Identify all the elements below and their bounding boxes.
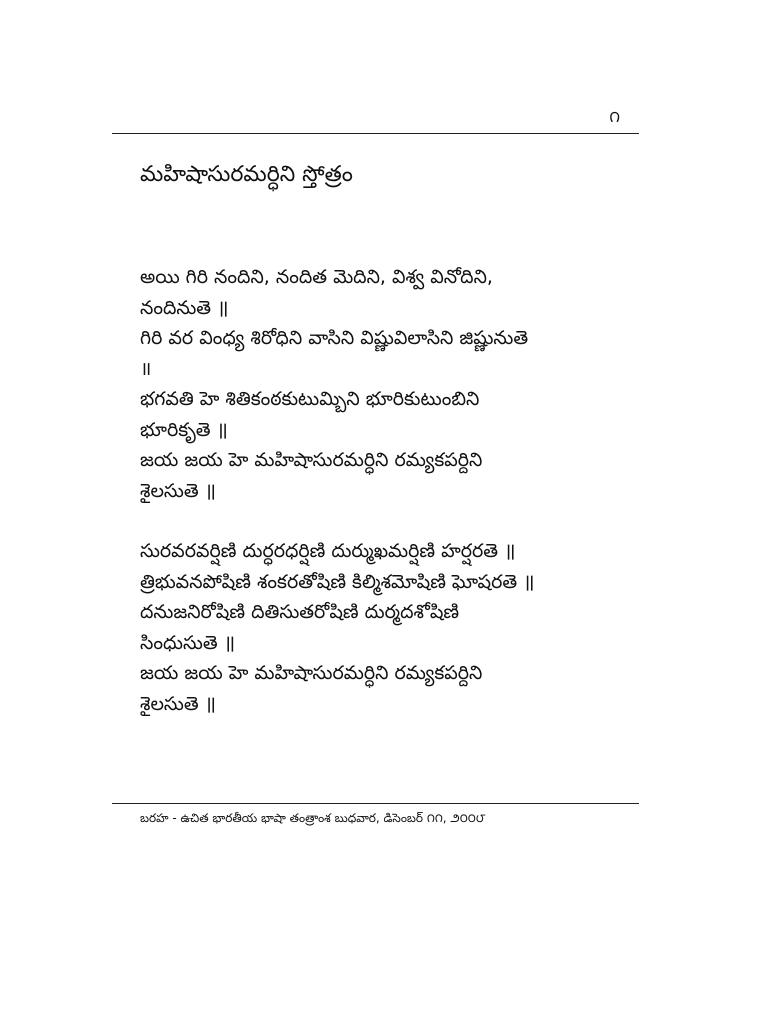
verse-line: భగవతి హె శితికంఠకుటుమ్బిని భూరికుటుంబిని bbox=[140, 388, 480, 410]
verse-line: గిరి వర వింధ్య శిరోధిని వాసిని విష్ణువిలాసిని జిష్ణునుతె bbox=[140, 327, 529, 349]
verse-line: జయ జయ హె మహిషాసురమర్ధిని రమ్యకపర్దిని bbox=[140, 449, 483, 471]
verse-1 bbox=[140, 262, 630, 506]
page-number: ౧ bbox=[609, 107, 620, 126]
document-title: మహిషాసురమర్ధిని స్తోత్రం bbox=[140, 162, 353, 187]
verse-line: అయి గిరి నందిని, నందిత మెదిని, విశ్వ వినోదిని, bbox=[140, 266, 493, 288]
page-footer: బరహ - ఉచిత భారతీయ భాషా తంత్రాంశ బుధవార, డిసెంబర్ ౧౧, ౨౦౦౮ bbox=[140, 811, 486, 825]
verse-2 bbox=[140, 536, 630, 719]
verse-line: భూరికృతె ॥ bbox=[140, 418, 228, 441]
verse-line: శైలసుతె ॥ bbox=[140, 692, 217, 715]
verse-line: సురవరవర్షిణి దుర్ధరధర్షిణి దుర్ముఖమర్షిణి హర్షరతె ॥ bbox=[140, 540, 516, 562]
verse-line: ॥ bbox=[140, 357, 152, 380]
verse-line: నందినుతె ॥ bbox=[140, 296, 229, 319]
verse-line: త్రిభువనపోషిణి శంకరతోషిణి కిల్మిశమోషిణి ఘోషరతె ॥ bbox=[140, 570, 535, 593]
footer-rule bbox=[112, 803, 639, 804]
verse-line: సింధుసుతె ॥ bbox=[140, 631, 236, 654]
header-rule bbox=[112, 133, 639, 134]
verse-line: దనుజనిరోషిణి దితిసుతరోషిణి దుర్మదశోషిణి bbox=[140, 601, 460, 623]
verse-line: జయ జయ హె మహిషాసురమర్ధిని రమ్యకపర్దిని bbox=[140, 662, 483, 684]
verse-line: శైలసుతె ॥ bbox=[140, 479, 217, 502]
hymn-body bbox=[140, 262, 630, 719]
